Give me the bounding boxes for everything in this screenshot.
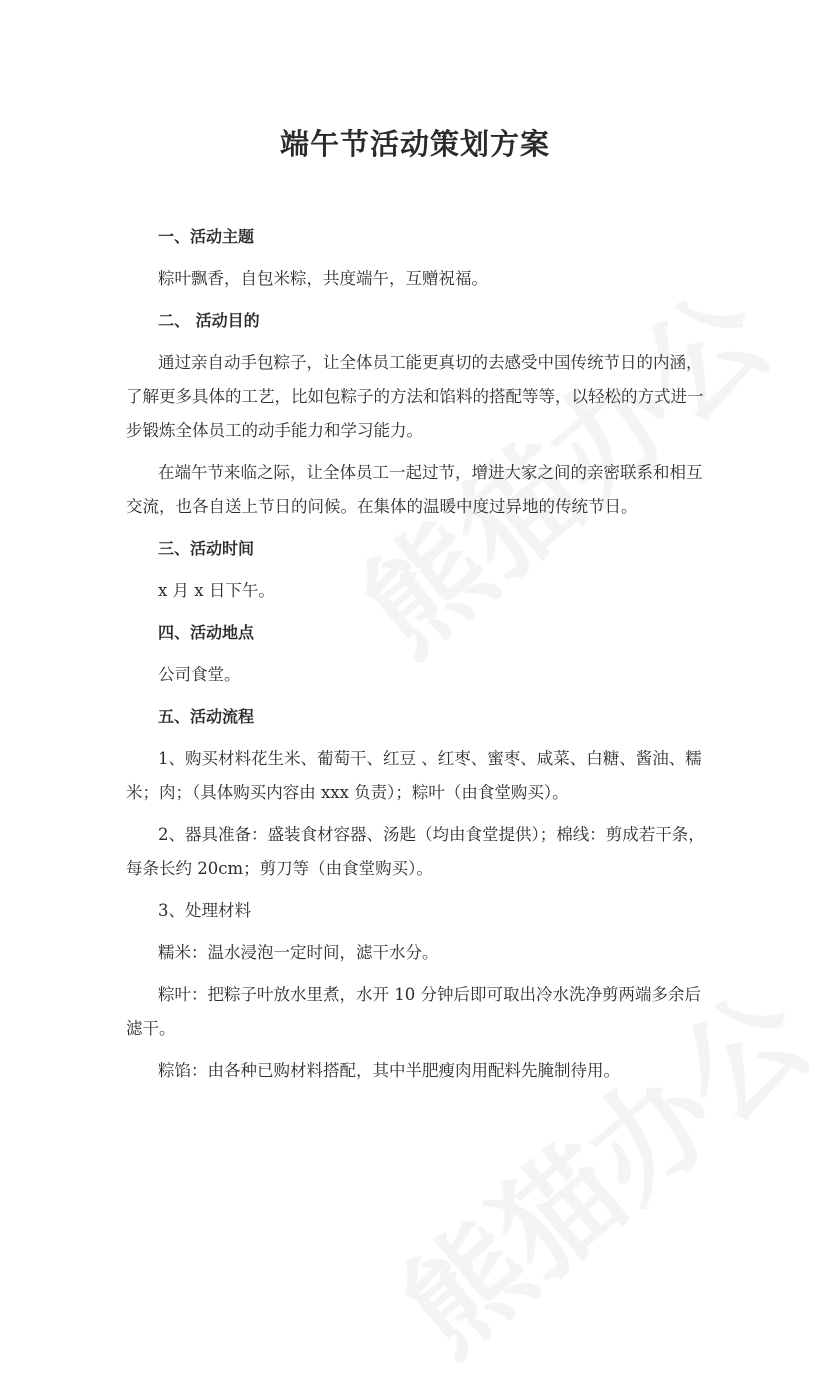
paragraph-continuation: 滤干。 <box>126 1019 176 1038</box>
paragraph: 粽叶：把粽子叶放水里煮，水开 10 分钟后即可取出冷水洗净剪两端多余后 <box>158 985 701 1004</box>
section-heading: 一、活动主题 <box>158 227 255 246</box>
paragraph: 1、购买材料花生米、葡萄干、红豆 、红枣、蜜枣、咸菜、白糖、酱油、糯 <box>158 749 702 768</box>
section-heading: 五、活动流程 <box>158 707 255 726</box>
paragraph-continuation: 交流，也各自送上节日的问候。在集体的温暖中度过异地的传统节日。 <box>126 497 638 516</box>
paragraph: 糯米：温水浸泡一定时间，滤干水分。 <box>158 943 439 962</box>
paragraph-continuation: 了解更多具体的工艺，比如包粽子的方法和馅料的搭配等等，以轻松的方式进一 <box>126 387 704 406</box>
paragraph: 2、器具准备：盛装食材容器、汤匙（均由食堂提供）；棉线：剪成若干条， <box>158 825 705 844</box>
paragraph: 粽叶飘香，自包米粽，共度端午，互赠祝福。 <box>158 269 488 288</box>
paragraph: x 月 x 日下午。 <box>158 581 275 600</box>
paragraph-continuation: 每条长约 20cm；剪刀等（由食堂购买）。 <box>126 859 433 878</box>
section-heading: 四、活动地点 <box>158 623 255 642</box>
paragraph-continuation: 米；肉；（具体购买内容由 xxx 负责）；粽叶（由食堂购买）。 <box>126 783 569 802</box>
paragraph: 通过亲自动手包粽子，让全体员工能更真切的去感受中国传统节日的内涵， <box>158 353 703 372</box>
paragraph: 在端午节来临之际，让全体员工一起过节，增进大家之间的亲密联系和相互 <box>158 463 703 482</box>
section-heading: 三、活动时间 <box>158 539 255 558</box>
paragraph: 3、处理材料 <box>158 901 251 920</box>
paragraph-continuation: 步锻炼全体员工的动手能力和学习能力。 <box>126 421 423 440</box>
paragraph: 公司食堂。 <box>158 665 241 684</box>
document-title: 端午节活动策划方案 <box>279 127 550 161</box>
section-heading: 二、 活动目的 <box>158 311 260 330</box>
paragraph: 粽馅：由各种已购材料搭配，其中半肥瘦肉用配料先腌制待用。 <box>158 1061 620 1080</box>
